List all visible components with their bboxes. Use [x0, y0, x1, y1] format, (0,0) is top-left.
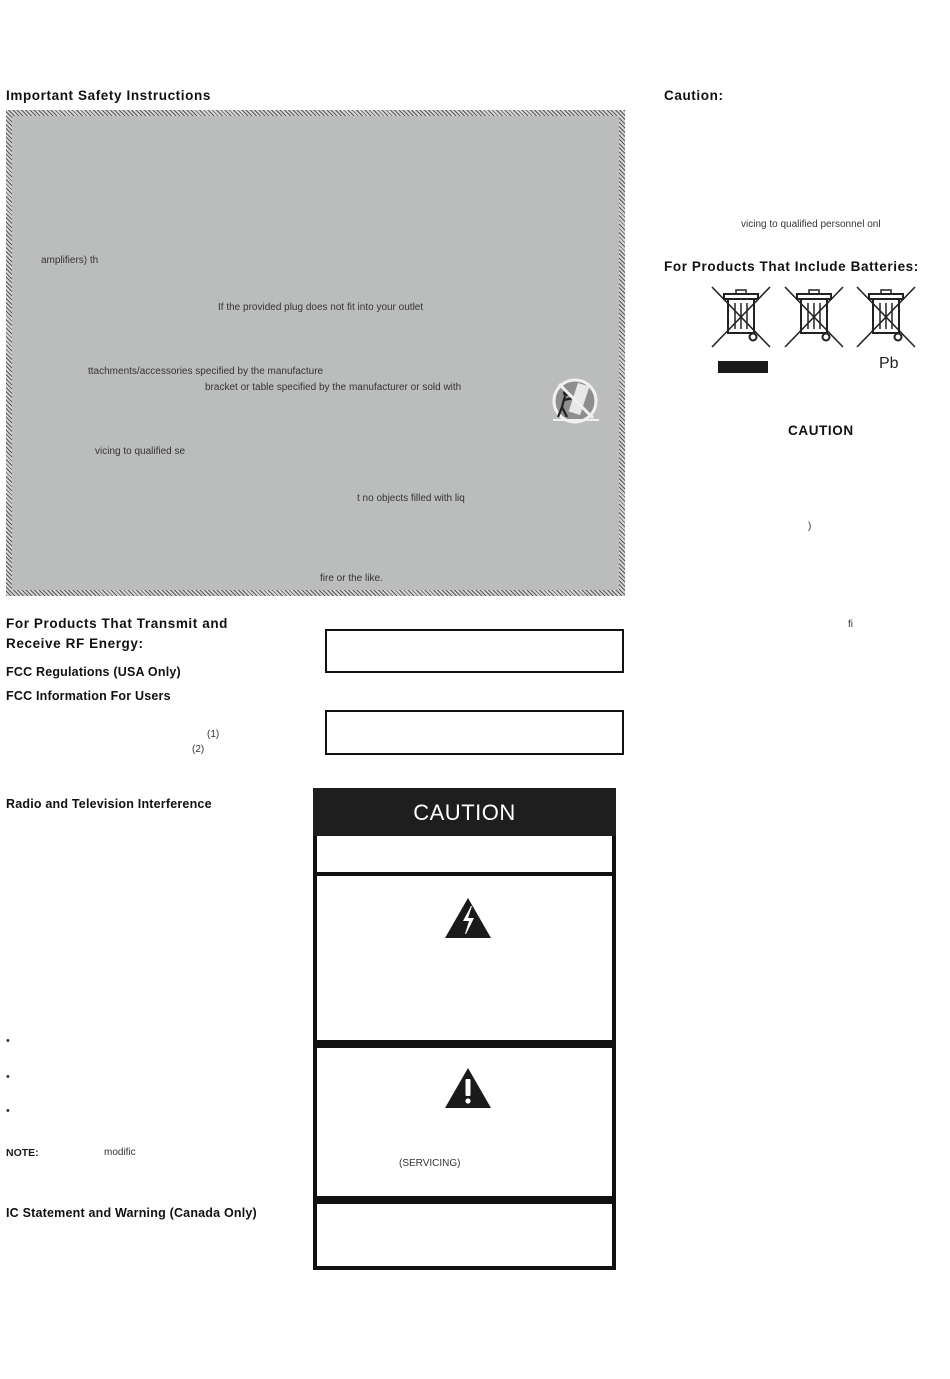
bullet-2: •: [6, 1071, 10, 1083]
rf-heading: [6, 614, 228, 654]
ic-heading: IC Statement and Warning (Canada Only): [6, 1206, 257, 1220]
caution-row-1: [313, 836, 616, 876]
servicing-text: (SERVICING): [399, 1158, 461, 1169]
fcc-marker-1: (1): [207, 729, 220, 740]
caution-label: CAUTION: [788, 423, 854, 438]
bullet-3: •: [6, 1105, 10, 1117]
weee-crossed-bin-icon: [783, 285, 845, 351]
fcc-regulations-heading: FCC Regulations (USA Only): [6, 665, 181, 679]
cart-tipover-warning-icon: [549, 376, 603, 428]
pb-label: Pb: [879, 355, 899, 372]
paren-fragment: ): [808, 521, 812, 532]
caution-row-4: [313, 1196, 616, 1270]
safety-fragment: ttachments/accessories specified by the manufacture: [88, 366, 324, 377]
safety-fragment: fire or the like.: [320, 573, 383, 584]
caution-heading: Caution:: [664, 88, 724, 103]
caution-row-2: [313, 872, 616, 1048]
caution-row-3: [313, 1040, 616, 1204]
fi-fragment: fi: [848, 619, 853, 630]
electric-shock-warning-icon: [443, 896, 493, 940]
weee-crossed-bin-icon: [710, 285, 772, 351]
rf-notice-box-top: [325, 629, 624, 673]
note-fragment: modific: [104, 1147, 136, 1158]
caution-title: CAUTION: [413, 800, 516, 825]
radio-tv-heading: Radio and Television Interference: [6, 797, 212, 811]
rf-notice-box-bottom: [325, 710, 624, 755]
safety-fragment: vicing to qualified se: [95, 446, 186, 457]
safety-instructions-box: [6, 110, 625, 596]
bullet-1: •: [6, 1035, 10, 1047]
weee-solid-bar: [718, 361, 768, 373]
safety-fragment: t no objects filled with liq: [357, 493, 465, 504]
batteries-heading: For Products That Include Batteries:: [664, 259, 919, 274]
weee-crossed-bin-icon: [855, 285, 917, 351]
exclamation-warning-icon: [443, 1066, 493, 1110]
safety-fragment: If the provided plug does not fit into your outlet: [218, 302, 424, 313]
servicing-fragment: vicing to qualified personnel onl: [741, 219, 881, 230]
note-label: NOTE:: [6, 1147, 39, 1159]
safety-heading: Important Safety Instructions: [6, 88, 211, 103]
safety-fragment: amplifiers) th: [41, 255, 99, 266]
fcc-marker-2: (2): [192, 744, 205, 755]
caution-title-bar: [313, 788, 616, 836]
fcc-info-heading: FCC Information For Users: [6, 689, 171, 703]
rf-heading-line2: Receive RF Energy:: [6, 636, 144, 651]
safety-fragment: bracket or table specified by the manufacturer or sold with: [205, 382, 462, 393]
rf-heading-line1: For Products That Transmit and: [6, 616, 229, 631]
caution-panel: [313, 788, 616, 1270]
